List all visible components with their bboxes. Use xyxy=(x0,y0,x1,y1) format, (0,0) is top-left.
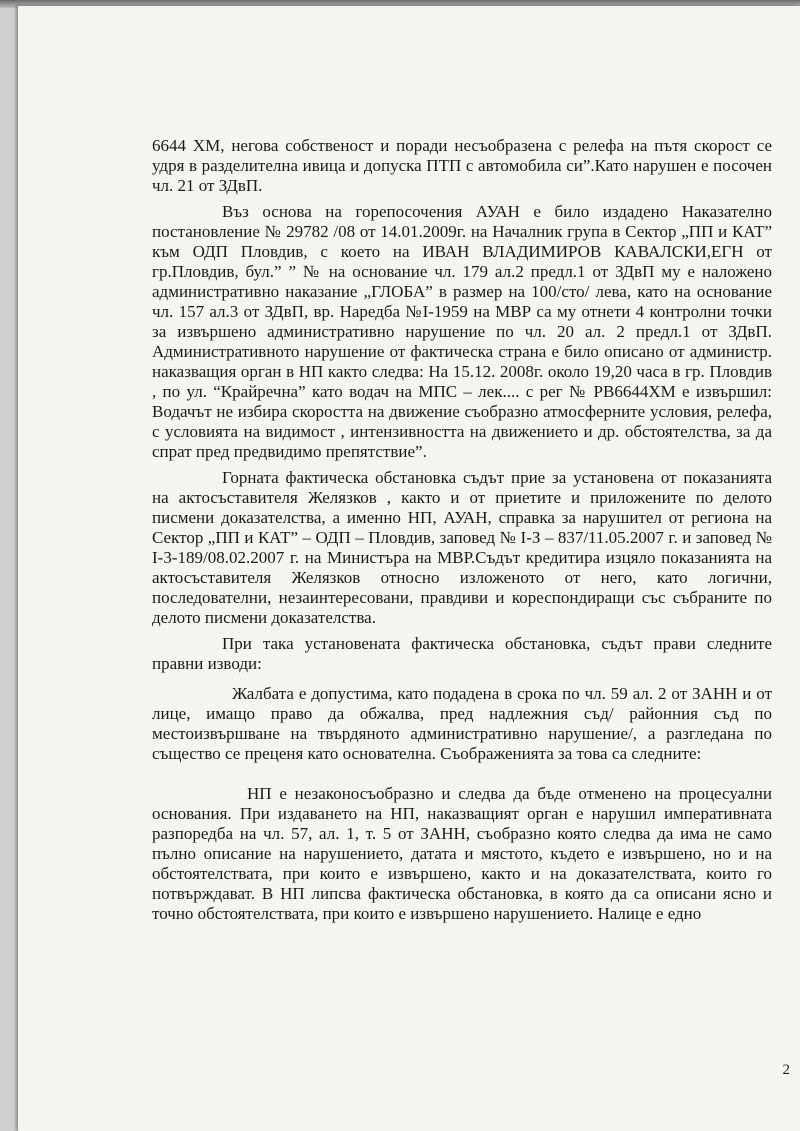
paragraph-5: Жалбата е допустима, като подадена в срока по чл. 59 ал. 2 от ЗАНН и от лице, имащо право да обжалва, пред надлежния съд/ районния съд по местоизвършване на твърдяното административно нарушение/, а разгледана по същество се преценя като основателна. Съображенията за това са следните: xyxy=(152,684,772,763)
page-number: 2 xyxy=(782,1062,790,1078)
paragraph-3: Горната фактическа обстановка съдът прие за установена от показанията на актосъставителя Желязков , както и от приетите и приложените по делото писмени доказателства, а именно НП, АУАН, справка за нарушител от региона на Сектор „ПП и КАТ” – ОДП – Пловдив, заповед № I-З – 837/11.05.2007 г. и заповед № I-3-189/08.02.2007 г. на Министъра на МВР.Съдът кредитира изцяло показанията на актосъставителя Желязков относно изложеното от него, като логични, последователни, незаинтересовани, правдиви и кореспондиращи със събраните по делото писмени доказателства. xyxy=(152,468,772,627)
paragraph-4: При така установената фактическа обстановка, съдът прави следните правни изводи: xyxy=(152,634,772,673)
paragraph-2: Въз основа на горепосочения АУАН е било издадено Наказателно постановление № 29782 /08 от 14.01.2009г. на Началник група в Сектор „ПП и КАТ” към ОДП Пловдив, с което на ИВАН ВЛАДИМИРОВ КАВАЛСКИ,ЕГН от гр.Пловдив, бул.” ” № на основание чл. 179 ал.2 предл.1 от ЗДвП му е наложено административно наказание „ГЛОБА” в размер на 100/сто/ лева, като на основание чл. 157 ал.3 от ЗДвП, вр. Наредба №I-1959 на МВР са му отнети 4 контролни точки за извършено административно нарушение по чл. 20 ал. 2 предл.1 от ЗДвП. Административното нарушение от фактическа страна е било описано от администр. наказващия орган в НП както следва: На 15.12. 2008г. около 19,20 часа в гр. Пловдив , по ул. “Крайречна” като водач на МПС – лек.... с рег № РВ6644ХМ е извършил: Водачът не избира скоростта на движение съобразно атмосферните условия, релефа, с условията на видимост , интензивността на движението и др. обстоятелства, за да спрат пред предвидимо препятствие”. xyxy=(152,202,772,461)
paragraph-1: 6644 ХМ, негова собственост и поради несъобразена с релефа на пътя скорост се удря в разделителна ивица и допуска ПТП с автомобила си”.Като нарушен е посочен чл. 21 от ЗДвП. xyxy=(152,136,772,195)
paragraph-6: НП е незаконосъобразно и следва да бъде отменено на процесуални основания. При издаването на НП, наказващият орган е нарушил императивната разпоредба на чл. 57, ал. 1, т. 5 от ЗАНН, съобразно която следва да има не само пълно описание на нарушението, датата и мястото, където е извършено, но и на обстоятелствата, при които е извършено, както и на доказателствата, които го потвърждават. В НП липсва фактическа обстановка, в която да са описани ясно и точно обстоятелствата, при които е извършено нарушението. Налице е едно xyxy=(152,784,772,923)
document-body xyxy=(152,136,772,924)
